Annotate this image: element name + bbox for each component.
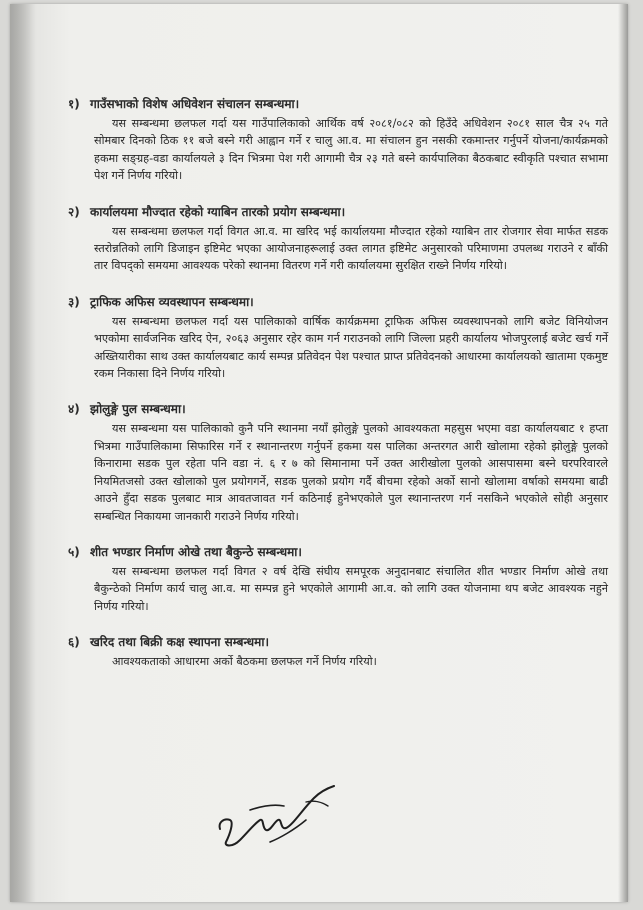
section-number: १) <box>68 97 80 111</box>
section-title: ट्राफिक अफिस व्यवस्थापन सम्बन्धमा। <box>90 294 254 309</box>
section-heading <box>68 634 608 650</box>
section-heading <box>68 96 608 112</box>
section-number: ४) <box>68 402 80 417</box>
section-title: खरिद तथा बिक्री कक्ष स्थापना सम्बन्धमा। <box>90 635 270 650</box>
section-title: कार्यालयमा मौज्दात रहेको ग्याबिन तारको प्रयोग सम्बन्धमा। <box>90 204 346 219</box>
decision-section-5 <box>68 544 608 615</box>
section-heading <box>68 294 608 310</box>
minutes-content <box>68 96 608 690</box>
section-number: ५) <box>68 544 80 559</box>
decision-section-6 <box>68 634 608 670</box>
section-number: २) <box>68 204 80 219</box>
decision-section-1 <box>68 96 608 185</box>
section-body: यस सम्बन्धमा छलफल गर्दा यस गाउँपालिकाको आर्थिक वर्ष २०८१/०८२ को हिउँदे अधिवेशन २०८१ साल चैत्र २५ गते सोमबार दिनको ठिक ११ बजे बस्ने गरी आह्वान गर्ने र चालु आ.व. मा संचालन हुन नसकी रकमान्तर गर्नुपर्ने योजना/कार्यक्रमको हकमा सङ्ग्रह-वडा कार्यालयले ३ दिन भित्रमा पेश गरी आगामी चैत्र २३ गते बस्ने कार्यपालिका बैठकबाट स्वीकृति पश्चात सभामा पेश गर्ने निर्णय गरियो। <box>94 117 608 183</box>
signature <box>210 784 350 854</box>
section-number: ३) <box>68 294 80 309</box>
section-body: यस सम्बन्धमा छलफल गर्दा विगत २ वर्ष देखि संघीय समपूरक अनुदानबाट संचालित शीत भण्डार निर्माण ओखे तथा बैकुन्ठेको निर्माण कार्य चालु आ.व. मा सम्पन्न हुने भएकोले आगामी आ.व. को लागि उक्त योजनामा थप बजेट आवश्यक नहुने निर्णय गरियो। <box>94 564 608 613</box>
section-body: आवश्यकताको आधारमा अर्को बैठकमा छलफल गर्ने निर्णय गरियो। <box>112 655 377 669</box>
section-title: शीत भण्डार निर्माण ओखे तथा बैकुन्ठे सम्बन्धमा। <box>90 544 302 559</box>
section-heading <box>68 544 608 560</box>
section-title: झोलुङ्गे पुल सम्बन्धमा। <box>90 402 186 417</box>
section-heading <box>68 204 608 220</box>
section-number: ६) <box>68 635 80 650</box>
page-edge-shadow <box>618 4 628 902</box>
scanned-page <box>10 4 628 902</box>
section-body: यस सम्बन्धमा छलफल गर्दा विगत आ.व. मा खरिद भई कार्यालयमा मौज्दात रहेको ग्याबिन तार रोजगार सेवा मार्फत सडक स्तरोन्नतिको लागि डिजाइन इष्टिमेट भएका आयोजनाहरूलाई उक्त लागत इष्टिमेट अनुसारको परिमाणमा उपलब्ध गराउने र बाँकी तार विपद्को समयमा आवश्यक परेको स्थानमा वितरण गर्ने गरी कार्यालयमा सुरक्षित राख्ने निर्णय गरियो। <box>94 224 608 273</box>
section-title: गाउँसभाको विशेष अधिवेशन संचालन सम्बन्धमा। <box>90 97 300 111</box>
decision-section-4 <box>68 401 608 524</box>
binding-shadow <box>10 4 36 902</box>
section-body: यस सम्बन्धमा यस पालिकाको कुनै पनि स्थानमा नयाँ झोलुङ्गे पुलको आवश्यकता महसुस भएमा वडा कार्यालयबाट १ हप्ता भित्रमा गाउँपालिकामा सिफारिस गर्ने र स्थानान्तरण गर्नुपर्ने हकमा यस पालिका अन्तरगत आरी खोलामा रहेको झोलुङ्गे पुलको किनारामा सडक पुल रहेता पनि वडा नं. ६ र ७ को सिमानामा पर्ने उक्त आरीखोला पुलको आसपासमा बस्ने घरपरिवारले नियमितजसो उक्त खोलाको पुल प्रयोगगर्ने, सडक पुलको प्रयोग गर्दै बीचमा रहेको अर्को सानो खोलामा वर्षाको समयमा बाढी आउने हुँदा सडक पुलबाट मात्र आवतजावत गर्न कठिनाई हुनेभएकोले पुल स्थानान्तरण गर्न नसकिने भएकोले सोही अनुसार सम्बन्धित निकायमा जानकारी गराउने निर्णय गरियो। <box>94 422 608 523</box>
section-body: यस सम्बन्धमा छलफल गर्दा यस पालिकाको वार्षिक कार्यक्रममा ट्राफिक अफिस व्यवस्थापनको लागि बजेट विनियोजन भएकोमा सार्वजनिक खरिद ऐन, २०६३ अनुसार रहेर काम गर्न गराउनको लागि जिल्ला प्रहरी कार्यालय भोजपुरलाई बजेट खर्च गर्ने अख्तियारीका साथ उक्त कार्यालयबाट कार्य सम्पन्न प्रतिवेदन पेश पश्चात प्राप्त प्रतिवेदनको आधारमा कार्यालयको खातामा एकमुष्ट रकम निकासा दिने निर्णय गरियो। <box>94 314 608 381</box>
decision-section-2 <box>68 204 608 275</box>
decision-section-3 <box>68 294 608 383</box>
section-heading <box>68 401 608 417</box>
